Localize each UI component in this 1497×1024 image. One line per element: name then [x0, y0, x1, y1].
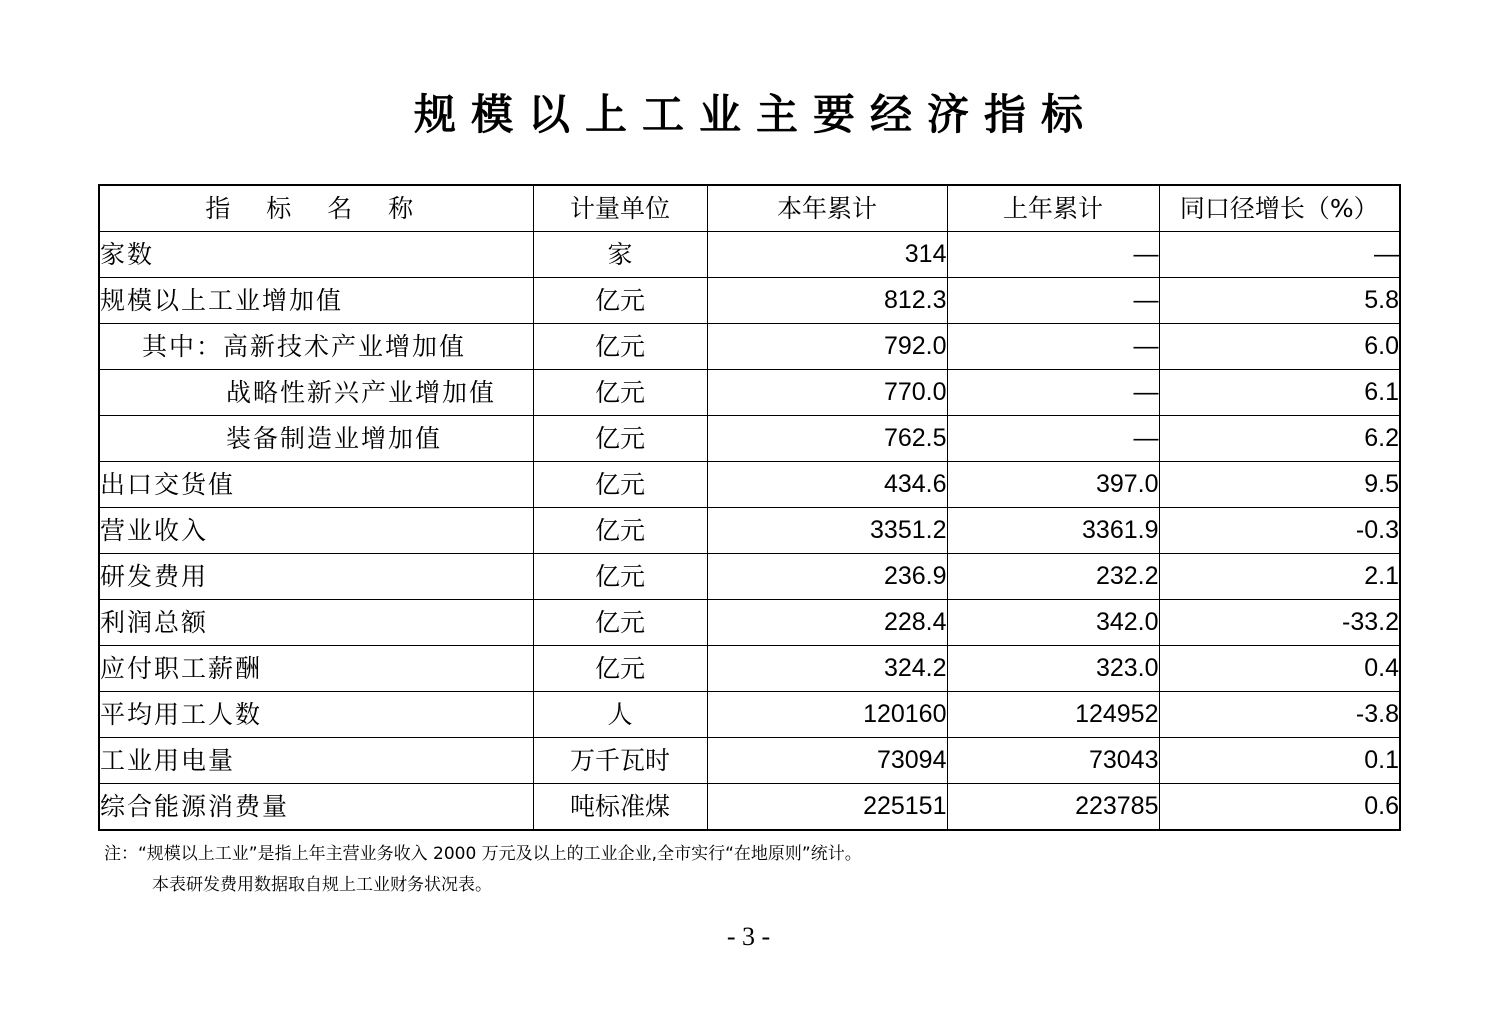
growth-value: 9.5: [1159, 462, 1400, 508]
previous-value: —: [947, 370, 1159, 416]
growth-value: -0.3: [1159, 508, 1400, 554]
current-value: 228.4: [707, 600, 947, 646]
growth-value: -3.8: [1159, 692, 1400, 738]
previous-value: 323.0: [947, 646, 1159, 692]
indicator-name: 营业收入: [99, 508, 533, 554]
previous-value: 223785: [947, 784, 1159, 831]
table-row: [99, 278, 1400, 324]
growth-value: 6.1: [1159, 370, 1400, 416]
table-row: [99, 692, 1400, 738]
indicator-name: 平均用工人数: [99, 692, 533, 738]
header-growth: 同口径增长（%）: [1159, 185, 1400, 232]
current-value: 120160: [707, 692, 947, 738]
indicator-name: 综合能源消费量: [99, 784, 533, 831]
indicator-table: [98, 184, 1401, 831]
growth-value: 6.2: [1159, 416, 1400, 462]
current-value: 762.5: [707, 416, 947, 462]
indicator-name: 利润总额: [99, 600, 533, 646]
table-row: [99, 784, 1400, 831]
indicator-name: 战略性新兴产业增加值: [99, 370, 533, 416]
indicator-name: 装备制造业增加值: [99, 416, 533, 462]
current-value: 314: [707, 232, 947, 278]
growth-value: —: [1159, 232, 1400, 278]
growth-value: -33.2: [1159, 600, 1400, 646]
growth-value: 6.0: [1159, 324, 1400, 370]
indicator-unit: 亿元: [533, 278, 707, 324]
indicator-name: 应付职工薪酬: [99, 646, 533, 692]
footnote-definition: 注：“规模以上工业”是指上年主营业务收入 2000 万元及以上的工业企业,全市实行“在地原则”统计。: [104, 844, 862, 864]
current-value: 225151: [707, 784, 947, 831]
table-row: [99, 324, 1400, 370]
growth-value: 2.1: [1159, 554, 1400, 600]
table-row: [99, 600, 1400, 646]
growth-value: 5.8: [1159, 278, 1400, 324]
current-value: 73094: [707, 738, 947, 784]
indicator-name: 研发费用: [99, 554, 533, 600]
indicator-unit: 亿元: [533, 554, 707, 600]
previous-value: —: [947, 232, 1159, 278]
indicator-name: 其中：高新技术产业增加值: [99, 324, 533, 370]
indicator-unit: 亿元: [533, 646, 707, 692]
header-previous-year: 上年累计: [947, 185, 1159, 232]
current-value: 812.3: [707, 278, 947, 324]
indicator-unit: 亿元: [533, 324, 707, 370]
table-row: [99, 646, 1400, 692]
indicator-name: 工业用电量: [99, 738, 533, 784]
current-value: 770.0: [707, 370, 947, 416]
table-header-row: [99, 185, 1400, 232]
growth-value: 0.6: [1159, 784, 1400, 831]
indicator-unit: 亿元: [533, 508, 707, 554]
current-value: 236.9: [707, 554, 947, 600]
previous-value: —: [947, 324, 1159, 370]
page-title: 规模以上工业主要经济指标: [413, 90, 1098, 139]
table-row: [99, 554, 1400, 600]
previous-value: 232.2: [947, 554, 1159, 600]
current-value: 434.6: [707, 462, 947, 508]
indicator-unit: 亿元: [533, 416, 707, 462]
indicator-unit: 吨标准煤: [533, 784, 707, 831]
indicator-name: 出口交货值: [99, 462, 533, 508]
table-row: [99, 416, 1400, 462]
previous-value: —: [947, 416, 1159, 462]
footnote-source: 本表研发费用数据取自规上工业财务状况表。: [152, 875, 492, 895]
table-row: [99, 462, 1400, 508]
growth-value: 0.4: [1159, 646, 1400, 692]
indicator-name: 规模以上工业增加值: [99, 278, 533, 324]
current-value: 3351.2: [707, 508, 947, 554]
previous-value: —: [947, 278, 1159, 324]
previous-value: 342.0: [947, 600, 1159, 646]
current-value: 324.2: [707, 646, 947, 692]
previous-value: 397.0: [947, 462, 1159, 508]
indicator-unit: 亿元: [533, 462, 707, 508]
page-number: - 3 -: [726, 922, 771, 951]
table-row: [99, 738, 1400, 784]
indicator-unit: 亿元: [533, 600, 707, 646]
indicator-unit: 亿元: [533, 370, 707, 416]
previous-value: 73043: [947, 738, 1159, 784]
growth-value: 0.1: [1159, 738, 1400, 784]
indicator-unit: 万千瓦时: [533, 738, 707, 784]
indicator-unit: 家: [533, 232, 707, 278]
header-indicator-name: 指 标 名 称: [99, 185, 533, 232]
previous-value: 124952: [947, 692, 1159, 738]
previous-value: 3361.9: [947, 508, 1159, 554]
current-value: 792.0: [707, 324, 947, 370]
header-unit: 计量单位: [533, 185, 707, 232]
indicator-unit: 人: [533, 692, 707, 738]
indicator-name: 家数: [99, 232, 533, 278]
header-current-year: 本年累计: [707, 185, 947, 232]
table-row: [99, 508, 1400, 554]
table-row: [99, 232, 1400, 278]
table-row: [99, 370, 1400, 416]
